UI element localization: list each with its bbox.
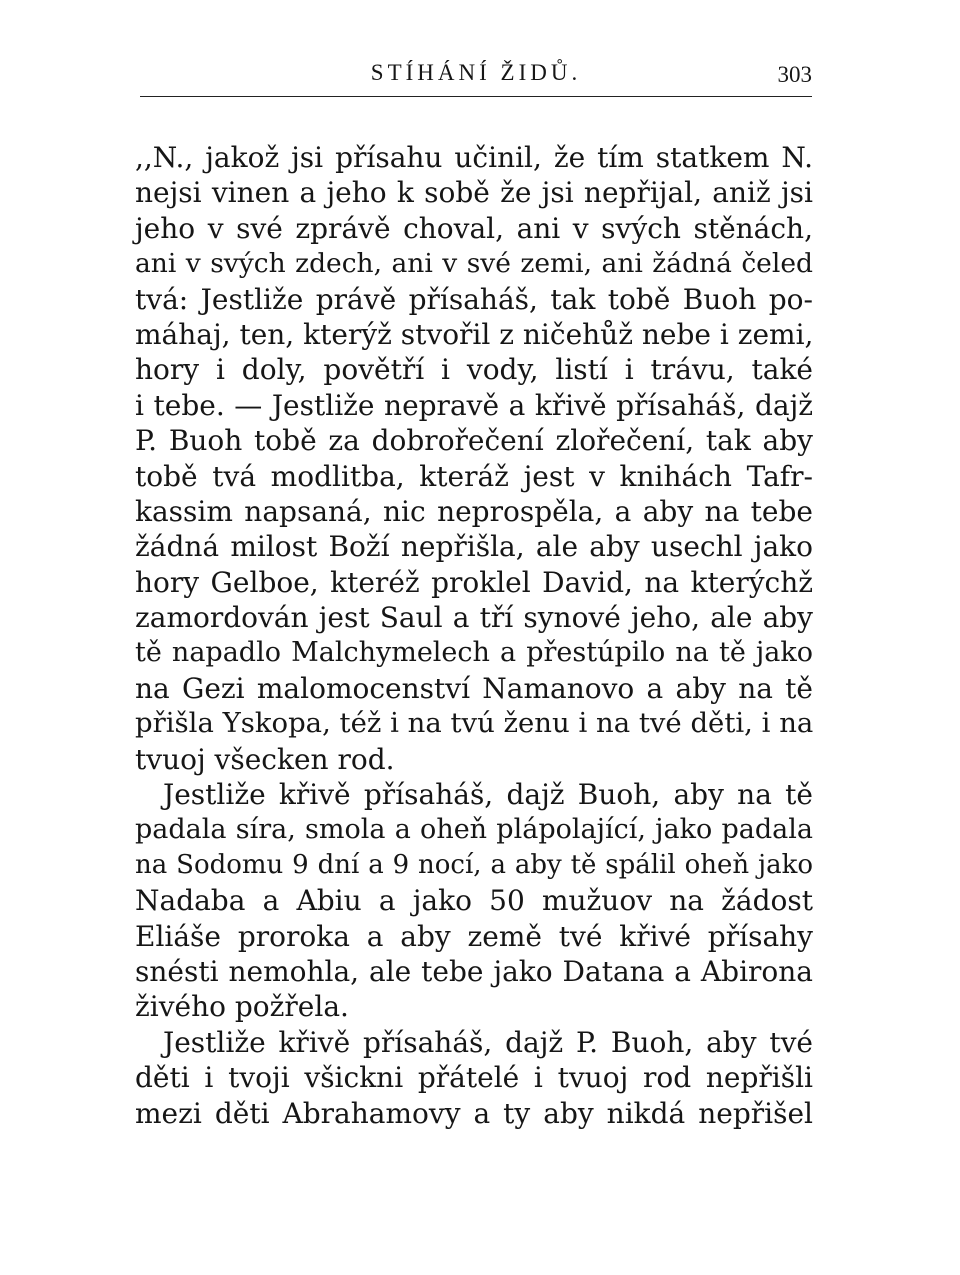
text-line: ,,N., jakož jsi přísahu učinil, že tím statkem N. — [135, 141, 813, 174]
running-head — [140, 56, 812, 96]
text-line: přišla Yskopa, též i na tvú ženu i na tvé děti, i na — [135, 707, 814, 740]
text-line: P. Buoh tobě za dobrořečení zlořečení, tak aby — [135, 424, 813, 458]
text-line: Jestliže křivě přísaháš, dajž Buoh, aby na tě — [163, 778, 813, 812]
text-line: snésti nemohla, ale tebe jako Datana a Abirona — [135, 954, 813, 988]
body-text — [135, 140, 813, 1131]
text-line: hory Gelboe, kteréž proklel David, na kterýchž — [135, 565, 813, 599]
text-line: děti i tvoji všickni přátelé i tvuoj rod nepřišli — [135, 1061, 813, 1095]
text-line: nejsi vinen a jeho k sobě že jsi nepřijal, aniž jsi — [135, 176, 813, 210]
running-title: STÍHÁNÍ ŽIDŮ. — [370, 60, 582, 85]
text-line: padala síra, smola a oheň plápolající, jako padala — [135, 814, 813, 846]
text-line: ani v svých zdech, ani v své zemi, ani žádná čeled — [135, 248, 813, 280]
text-line: i tebe. — Jestliže nepravě a křivě přísaháš, dajž — [135, 388, 813, 422]
header-rule — [140, 96, 812, 97]
text-line: Eliáše proroka a aby země tvé křivé přísahy — [135, 919, 813, 953]
page-number: 303 — [777, 62, 812, 87]
text-line: kassim napsaná, nic neprospěla, a aby na tebe — [135, 494, 813, 528]
text-line: žádná milost Boží nepřišla, ale aby usechl jako — [135, 530, 813, 564]
text-line: Jestliže křivě přísaháš, dajž P. Buoh, aby tvé — [163, 1025, 813, 1059]
text-line: tvuoj všecken rod. — [135, 742, 395, 776]
text-line: hory i doly, povětří i vody, listí i trávu, také — [135, 353, 813, 387]
text-line: tvá: Jestliže právě přísaháš, tak tobě Buoh po- — [135, 282, 813, 316]
text-line: máhaj, ten, kterýž stvořil z ničehůž nebe i zemi, — [135, 317, 814, 351]
text-line: živého požřela. — [135, 990, 349, 1024]
text-line: zamordován jest Saul a tří synové jeho, ale aby — [135, 601, 813, 635]
text-line: na Gezi malomocenství Namanovo a aby na tě — [135, 671, 813, 705]
text-line: jeho v své zprávě choval, ani v svých stěnách, — [135, 211, 813, 245]
text-line: mezi děti Abrahamovy a ty aby nikdá nepřišel — [135, 1096, 813, 1130]
text-line: tě napadlo Malchymelech a přestúpilo na tě jako — [135, 637, 813, 669]
text-line: tobě tvá modlitba, kteráž jest v knihách Tafr- — [135, 459, 813, 493]
text-line: na Sodomu 9 dní a 9 nocí, a aby tě spálil oheň jako — [135, 849, 813, 880]
text-line: Nadaba a Abiu a jako 50 mužuov na žádost — [135, 884, 813, 918]
